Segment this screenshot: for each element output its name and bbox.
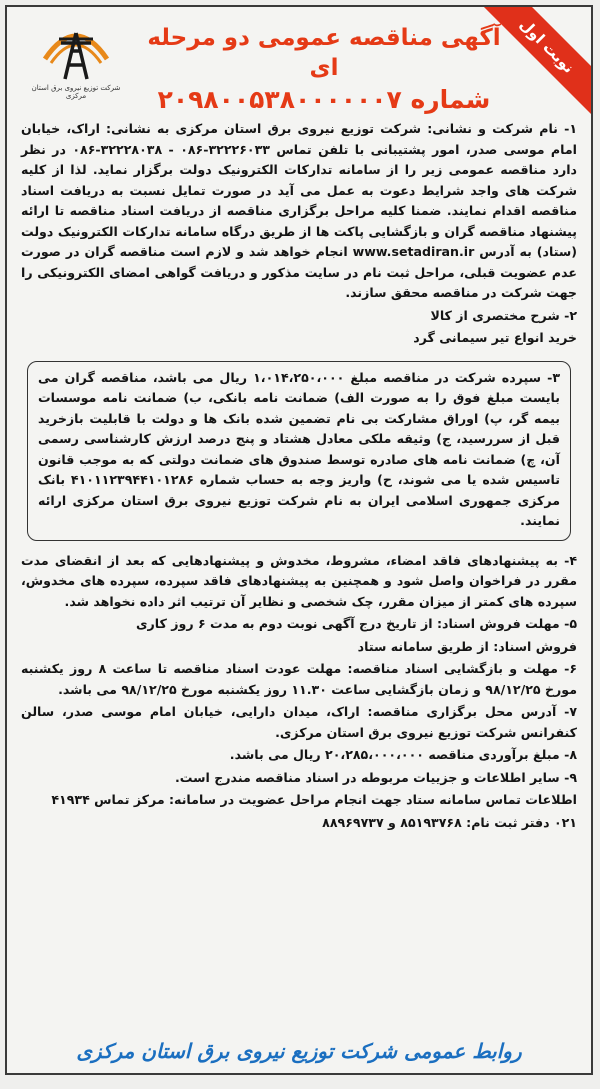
deposit-box [27, 361, 571, 541]
section-1: ۱- نام شرکت و نشانی: شرکت توزیع نیروی برق استان مرکزی به نشانی: اراک، خیابان امام موسی صدر، امور پشتیبانی با تلفن تماس ۳۲۲۲۶۰۳۳-۰۸۶ - ۳۲۲۲۸۰۳۸-۰۸۶ در نظر دارد مناقصه عمومی زیر را از سامانه تدارکات الکترونیک دولت برگزار نماید. لذا از کلیه شرکت های واجد شرایط دعوت به عمل می آید در صورت تمایل نسبت به دریافت اسناد مناقصه اقدام نمایند. ضمنا کلیه مراحل برگزاری مناقصه از دریافت اسناد مناقصه تا ارائه پیشنهاد مناقصه گران و بازگشایی پاکت ها از طریق درگاه سامانه تدارکات الکترونیک دولت (ستاد) به آدرس www.setadiran.ir انجام خواهد شد و لازم است مناقصه گران در صورت عدم عضویت قبلی، مراحل ثبت نام در سایت مذکور و دریافت گواهی امضای الکترونیکی را جهت شرکت در مناقصه محقق سازند. [21, 121, 578, 300]
title-block [137, 23, 511, 117]
section-9: ۹- سایر اطلاعات و جزییات مربوطه در اسناد مناقصه مندرج است. [175, 769, 577, 785]
section-4: ۴- به پیشنهادهای فاقد امضاء، مشروط، مخدوش و پیشنهادهایی که بعد از انقضای مدت مقرر در فراخوان واصل شود و همچنین به پیشنهادهای فاقد سپرده، سپرده های مخدوش، سپرده های کمتر از میزان مقرر، چک شخصی و نظایر آن ترتیب اثر داده نخواهد شد. [21, 552, 577, 609]
section-2-text: خرید انواع تیر سیمانی گرد [413, 330, 577, 345]
power-tower-icon [37, 19, 115, 83]
section-5b: فروش اسناد: از طریق سامانه ستاد [357, 638, 577, 654]
first-publication-ribbon: نوبت اول [478, 5, 593, 115]
company-name-small: شرکت توزیع نیروی برق استان مرکزی [31, 84, 121, 100]
tender-number: شماره ۲۰۹۸۰۰۵۳۸۰۰۰۰۰۰۷ [157, 85, 491, 114]
ad-title: آگهی مناقصه عمومی دو مرحله ای [147, 25, 501, 81]
section-5a: ۵- مهلت فروش اسناد: از تاریخ درج آگهی نوبت دوم به مدت ۶ روز کاری [136, 616, 577, 631]
public-relations-footer: روابط عمومی شرکت توزیع نیروی برق استان مرکزی [76, 1039, 522, 1063]
contact-line-2: ۰۲۱ دفتر ثبت نام: ۸۵۱۹۳۷۶۸ و ۸۸۹۶۹۷۳۷ [322, 814, 577, 830]
contact-line-1: اطلاعات تماس سامانه ستاد جهت انجام مراحل عضویت در سامانه: مرکز تماس ۴۱۹۳۴ [51, 792, 577, 807]
ad-body [7, 119, 591, 833]
section-7: ۷- آدرس محل برگزاری مناقصه: اراک، میدان دارایی، خیابان امام موسی صدر، سالن کنفرانس شرکت توزیع نیروی برق استان مرکزی. [21, 704, 577, 740]
header [7, 7, 591, 119]
section-8: ۸- مبلغ برآوردی مناقصه ۲۰،۲۸۵،۰۰۰،۰۰۰ ریال می باشد. [229, 747, 577, 762]
section-2-heading: ۲- شرح مختصری از کالا [430, 307, 577, 323]
company-logo [21, 19, 131, 109]
section-6: ۶- مهلت و بازگشایی اسناد مناقصه: مهلت عودت اسناد مناقصه تا ساعت ۸ روز یکشنبه مورخ ۹۸/۱۲/۲۵ و زمان بازگشایی ساعت ۱۱.۳۰ روز یکشنبه مورخ ۹۸/۱۲/۲۵ می باشد. [21, 661, 577, 697]
ad-frame [5, 5, 593, 1075]
section-3: ۳- سپرده شرکت در مناقصه مبلغ ۱،۰۱۴،۲۵۰،۰۰۰ ریال می باشد، مناقصه گران می بایست مبلغ فوق را به صورت الف) ضمانت نامه بانکی، ب) ضمانت نامه موسسات بیمه گر، پ) اوراق مشارکت بی نام تضمین شده بانک ها و دولت با قابلیت بازخرید قبل از سررسید، ج) وثیقه ملکی معادل هشتاد و پنج درصد ارزش کارشناسی رسمی آن، چ) ضمانت نامه های صادره توسط صندوق های ضمانت دولتی که به موجب قانون تاسیس شده یا می شوند، ح) واریز وجه به حساب شماره ۴۱۰۱۱۲۳۹۴۴۱۰۱۲۸۶ بانک مرکزی جمهوری اسلامی ایران به نام شرکت توزیع نیروی برق استان مرکزی ارائه نمایند. [38, 369, 561, 528]
